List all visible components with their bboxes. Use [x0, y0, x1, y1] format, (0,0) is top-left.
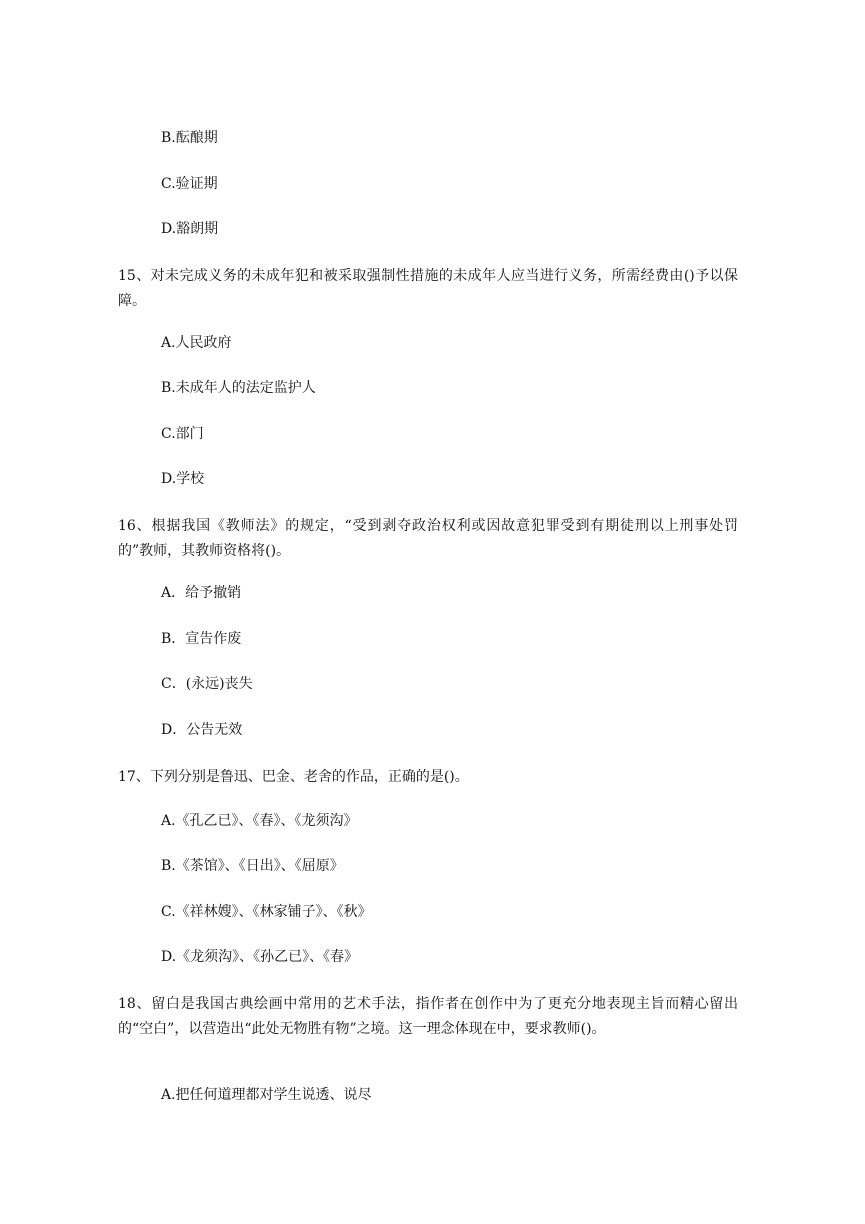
option-d-q15: D.学校: [161, 471, 205, 487]
question-16: 16、根据我国《教师法》的规定，“受到剥夺政治权利或因故意犯罪受到有期徒刑以上刑事处罚的”教师，其教师资格将()。: [118, 518, 738, 559]
option-a-q18: A.把任何道理都对学生说透、说尽: [161, 1087, 372, 1103]
option-a-q17: A.《孔乙已》、《春》、《龙须沟》: [161, 813, 358, 829]
option-b-q16: B．宣告作废: [161, 631, 242, 647]
question-17: 17、下列分别是鲁迅、巴金、老舍的作品，正确的是()。: [118, 769, 469, 785]
option-b-q14: B.酝酿期: [161, 130, 218, 146]
option-c-q14: C.验证期: [161, 176, 218, 192]
option-d-q14: D.豁朗期: [161, 221, 219, 237]
option-c-q16: C．(永远)丧失: [161, 676, 253, 692]
option-c-q15: C.部门: [161, 426, 204, 442]
option-b-q17: B.《茶馆》、《日出》、《屈原》: [161, 858, 344, 874]
option-d-q17: D.《龙须沟》、《孙乙已》、《春》: [161, 949, 359, 965]
option-b-q15: B.未成年人的法定监护人: [161, 380, 316, 396]
option-d-q16: D．公告无效: [161, 722, 243, 738]
question-18: 18、留白是我国古典绘画中常用的艺术手法，指作者在创作中为了更充分地表现主旨而精心留出的“空白”，以营造出“此处无物胜有物”之境。这一理念体现在中，要求教师()。: [118, 996, 738, 1037]
option-a-q15: A.人民政府: [161, 335, 232, 351]
option-a-q16: A．给予撤销: [161, 585, 242, 601]
option-c-q17: C.《祥林嫂》、《林家铺子》、《秋》: [161, 904, 372, 920]
question-15: 15、对未完成义务的未成年犯和被采取强制性措施的未成年人应当进行义务，所需经费由()予以保障。: [118, 268, 738, 309]
